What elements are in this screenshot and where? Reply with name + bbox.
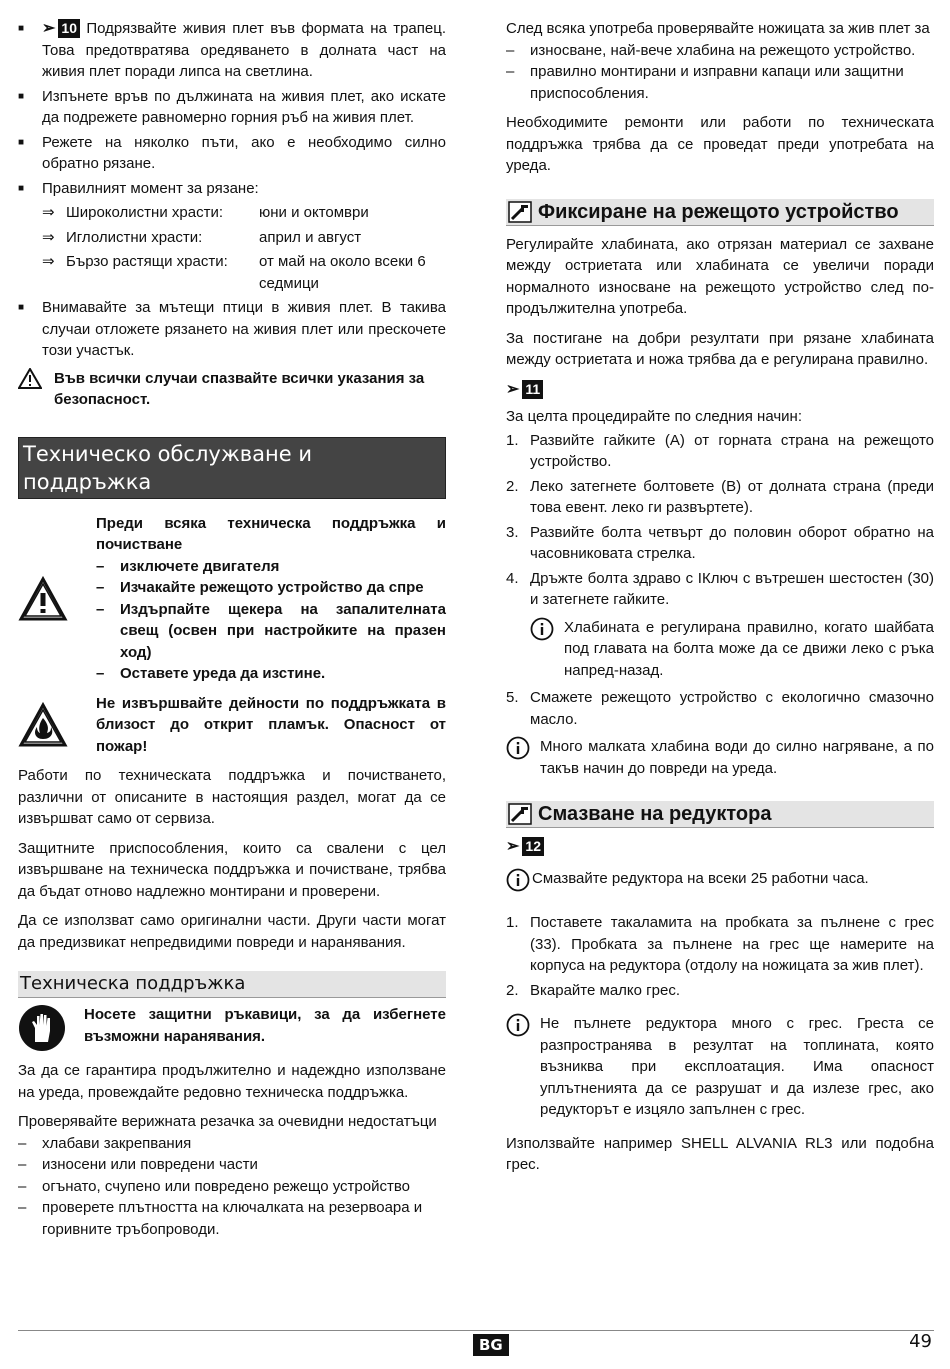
gloves-note: Носете защитни ръкавици, за да избегнете възможни наранявания. — [18, 1004, 446, 1052]
info-icon — [506, 1013, 540, 1121]
implies-arrow-icon: ⇒ — [42, 228, 55, 246]
check-item: – износване, най-вече хлабина на режещото устройство. — [506, 40, 934, 62]
wrench-icon — [508, 803, 532, 825]
paragraph: Необходимите ремонти или работи по техническата поддръжка трябва да се проведат преди употребата на уреда. — [506, 114, 934, 174]
list-item: 1. Поставете такаламита на пробката за пълнене с грес (33). Пробката за пълнене на грес ще намерите на корпуса на редуктора (отдолу на ножицата за жив плет). — [506, 914, 934, 974]
language-badge: BG — [473, 1334, 509, 1356]
arrow-right-icon: ■ ➢ — [42, 20, 56, 37]
grease-steps — [506, 912, 934, 1001]
implies-arrow-icon: ⇒ — [42, 253, 55, 270]
info-note: Не пълнете редуктора много с грес. Греста се разпространява в резултат на топлината, която възниква при експлоатация. Има опасност уплътненията да се разрушат и да излезе грес, ако редукторът е изцяло запълнен с грес. — [506, 1013, 934, 1121]
tip-birds: ■ Внимавайте за мътещи птици в живия плет. В такива случаи отложете рязането на живия плет или прескочете този участък. — [18, 297, 446, 362]
figure-ref-11: ➢ 11 — [506, 379, 934, 401]
check-item: – правилно монтирани и изправни капаци или защитни приспособления. — [506, 61, 934, 104]
safety-note: Във всички случаи спазвайте всички указания за безопасност. — [18, 368, 446, 411]
footer-rule — [18, 1330, 934, 1331]
list-item: 1. Развийте гайките (A) от горната страна на режещото устройство. — [506, 431, 934, 470]
section-title-fix: Фиксиране на режещото устройство — [506, 199, 934, 226]
figure-ref-10: ■ ➢ 10 — [42, 18, 80, 40]
tip-string: ■ Изпънете връв по дължината на живия плет, ако искате да подрежете равномерно горния ръб на живия плет. — [18, 86, 446, 129]
gloves-icon — [18, 1004, 84, 1052]
paragraph: Защитните приспособления, които са свалени с цел извършване на техническа поддръжка и почистване, трябва да бъдат отново надлежно монтирани и проверени. — [18, 839, 446, 900]
fix-steps-cont — [506, 687, 934, 730]
paragraph: За да се гарантира продължително и надеждно използване на уреда, провеждайте редовно техническа поддръжка. — [18, 1062, 446, 1101]
warning-item: – Изчакайте режещото устройство да спре — [96, 577, 446, 599]
warning-item: – изключете двигателя — [96, 556, 446, 578]
left-column — [18, 18, 446, 1240]
paragraph: Използвайте например SHELL ALVANIA RL3 или подобна грес. — [506, 1134, 934, 1173]
tip-multiple-cuts: ■ Режете на няколко пъти, ако е необходимо силно обратно рязане. — [18, 132, 446, 175]
list-item: 5. Смажете режещото устройство с екологично смазочно масло. — [506, 689, 934, 728]
flame-warning-icon — [18, 693, 96, 758]
figure-ref-12: ➢ 12 — [506, 836, 934, 858]
section-title-tech: Техническа поддръжка — [18, 971, 446, 998]
list-item: 3. Развийте болта четвърт до половин оборот обратно на часовниковата стрелка. — [506, 523, 934, 562]
section-title-maintenance: Техническо обслужване и поддръжка — [18, 437, 446, 499]
info-note: Хлабината е регулирана правилно, когато шайбата под главата на болта може да се движи леко с ръка напред-назад. — [506, 617, 934, 682]
info-icon — [530, 617, 564, 682]
list-item: 2. Вкарайте малко грес. — [506, 981, 680, 999]
paragraph: Проверявайте верижната резачка за очевидни недостатъци — [18, 1113, 437, 1130]
check-item: – огънато, счупено или повредено режещо устройство — [18, 1176, 446, 1198]
tip-timing: ■ Правилният момент за рязане: — [18, 178, 446, 200]
check-item: – износени или повредени части — [18, 1154, 446, 1176]
paragraph: След всяка употреба проверявайте ножицата за жив плет за — [506, 20, 930, 37]
warning-triangle-icon — [18, 368, 54, 411]
warning-fire: Не извършвайте дейности по поддръжката в близост до открит пламък. Опасност от пожар! — [18, 693, 446, 758]
section-title-grease: Смазване на редуктора — [506, 801, 934, 828]
info-note: Смазвайте редуктора на всеки 25 работни часа. — [506, 868, 934, 899]
timing-row: ⇒ Бързо растящи храсти: от май на около всеки 6 седмици — [18, 251, 446, 294]
warning-item: – Оставете уреда да изстине. — [96, 663, 446, 685]
arrow-right-icon: ➢ — [506, 380, 520, 398]
paragraph: За постигане на добри резултати при рязане хлабината между остриетата и ножа трябва да е регулирана правилно. — [506, 329, 934, 368]
arrow-right-icon: ➢ — [506, 838, 520, 855]
info-note: Много малката хлабина води до силно нагряване, а по такъв начин до повреди на уреда. — [506, 736, 934, 779]
timing-row: ⇒ Иглолистни храсти: април и август — [18, 227, 446, 249]
implies-arrow-icon: ⇒ — [42, 204, 55, 221]
wrench-icon — [508, 201, 532, 223]
info-icon — [506, 868, 532, 899]
warning-triangle-icon — [18, 513, 96, 685]
check-item: – проверете плътността на ключалката на резервоара и горивните тръбопроводи. — [18, 1197, 446, 1240]
list-item: 4. Дръжте болта здраво с IКлюч с вътрешен шестостен (30) и затегнете гайките. — [506, 569, 934, 608]
tip-trapezoid: ■ ➢ 10 Подрязвайте живия плет във формата на трапец. Това предотвратява оредяването в долната част на живия плет поради липса на светлина. — [18, 18, 446, 83]
paragraph: За целта процедирайте по следния начин: — [506, 408, 802, 425]
page-number: 49 — [909, 1331, 932, 1352]
right-column — [506, 18, 934, 1184]
paragraph: Регулирайте хлабината, ако отрязан материал се захване между остриетата или хлабината се увеличи поради нормалното износване на режещото устройство след по-продължителна употреба. — [506, 235, 934, 317]
timing-row: ⇒ Широколистни храсти: юни и октомври — [18, 202, 446, 224]
check-item: – хлабави закрепвания — [18, 1133, 446, 1155]
list-item: 2. Леко затегнете болтовете (B) от долната страна (преди това евент. леко ги развъртете). — [506, 477, 934, 516]
warning-before-maintenance: Преди всяка техническа поддръжка и почистване – изключете двигателя – Изчакайте режещото устройство да спре – Издърпайте щекера на запалителната свещ (освен при настройките на празен ход) – Оставете уреда да изстине. — [18, 513, 446, 685]
paragraph: Работи по техническата поддръжка и почистването, различни от описаните в настоящия раздел, могат да се извършват само от сервиза. — [18, 767, 446, 827]
info-icon — [506, 736, 540, 779]
paragraph: Да се използват само оригинални части. Други части могат да предизвикат непредвидими повреди и наранявания. — [18, 912, 446, 951]
warning-item: – Издърпайте щекера на запалителната свещ (освен при настройките на празен ход) — [96, 599, 446, 664]
fix-steps — [506, 430, 934, 611]
